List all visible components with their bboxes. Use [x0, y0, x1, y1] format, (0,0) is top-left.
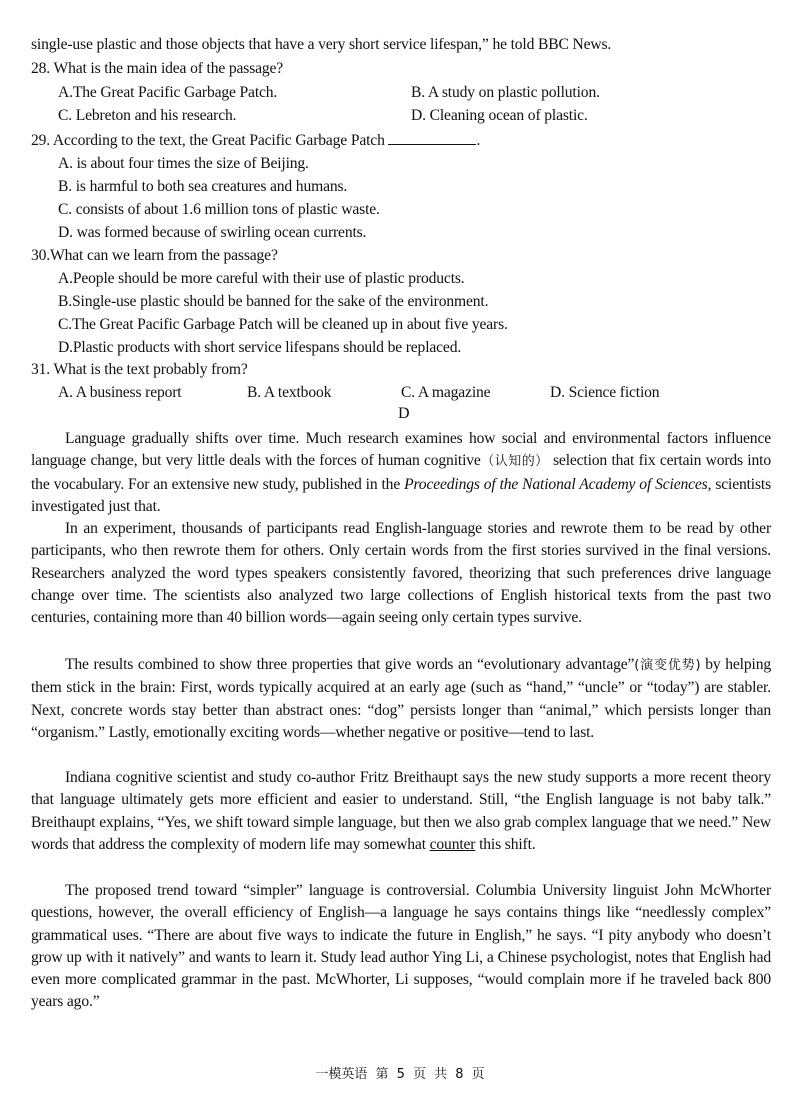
- q28-option-b: B. A study on plastic pollution.: [411, 84, 600, 101]
- p1-text-a: Language gradually shifts over time. Much research examines how social and environmental factors influence language change, but very little deals with the forces of human cognitive: [31, 430, 771, 470]
- passage-d-paragraph-4: [31, 767, 771, 856]
- q29-option-b: B. is harmful to both sea creatures and humans.: [58, 178, 348, 195]
- q31-option-c: C. A magazine: [401, 384, 491, 401]
- p3-text-a: The results combined to show three properties that give words an “evolutionary advantage”: [65, 656, 635, 673]
- p1-text-b: selection that fix certain words into the vocabulary. For an extensive new study, published in the: [31, 452, 771, 493]
- journal-title: Proceedings of the National Academy of Sciences: [404, 475, 708, 493]
- q28-option-a: A.The Great Pacific Garbage Patch.: [58, 84, 278, 101]
- passage-c-last-line: single-use plastic and those objects that have a very short service lifespan,” he told BBC News.: [31, 36, 612, 53]
- passage-d-paragraph-3: [31, 654, 771, 744]
- q29-option-d: D. was formed because of swirling ocean currents.: [58, 224, 367, 241]
- q29-stem-text: 29. According to the text, the Great Pacific Garbage Patch: [31, 132, 385, 149]
- page-footer: 一模英语 第 5 页 共 8 页: [315, 1067, 485, 1082]
- p4-text-a: Indiana cognitive scientist and study co-author Fritz Breithaupt says the new study supports a more recent theory that language ultimately gets more efficient and easier to understand. Still, “the English language is not baby talk.” Breithaupt explains, “Yes, we shift toward simple language, but then we also grab complex language that we need.” New words that address the complexity of modern life may somewhat: [31, 769, 771, 853]
- question-28-stem: 28. What is the main idea of the passage?: [31, 60, 284, 77]
- q28-option-d: D. Cleaning ocean of plastic.: [411, 107, 588, 124]
- q31-option-a: A. A business report: [58, 384, 182, 401]
- underlined-word: counter: [429, 835, 476, 853]
- p1-chinese-gloss: （认知的）: [480, 454, 549, 470]
- q30-option-b: B.Single-use plastic should be banned for the sake of the environment.: [58, 293, 489, 310]
- q30-option-c: C.The Great Pacific Garbage Patch will be cleaned up in about five years.: [58, 316, 508, 333]
- q30-option-d: D.Plastic products with short service lifespans should be replaced.: [58, 339, 462, 356]
- passage-d-paragraph-1: [31, 428, 771, 518]
- q31-option-b: B. A textbook: [247, 384, 332, 401]
- q31-option-d: D. Science fiction: [550, 384, 660, 401]
- answer-blank: [388, 132, 476, 145]
- q29-option-c: C. consists of about 1.6 million tons of plastic waste.: [58, 201, 380, 218]
- passage-d-paragraph-5: The proposed trend toward “simpler” language is controversial. Columbia University linguist John McWhorter questions, however, the overall efficiency of English—a language he says contains things like “needlessly complex” grammatical uses. “There are about five ways to indicate the future in English,” he says. “I pity anybody who doesn’t grow up with it natively” and wants to learn it. Study lead author Ying Li, a Chinese psychologist, notes that English had even more complicated grammar in the past. McWhorter, Li supposes, “would complain more if he traveled back 800 years ago.”: [31, 882, 771, 1011]
- p1-text-c: , scientists investigated just that.: [31, 475, 771, 515]
- p3-text-b: by helping them stick in the brain: First, words typically acquired at an early age (such as “hand,” “uncle” or “today”) are stabler. Next, concrete words stay better than abstract ones: “dog” persists longer than “animal,” which persists longer than “organism.” Lastly, emotionally exciting words—whether negative or positive—tend to last.: [31, 656, 771, 741]
- question-31-stem: 31. What is the text probably from?: [31, 361, 248, 378]
- q30-option-a: A.People should be more careful with their use of plastic products.: [58, 270, 465, 287]
- p3-chinese-gloss: (演变优势): [634, 658, 701, 673]
- question-29-stem: [31, 131, 480, 151]
- q28-option-c: C. Lebreton and his research.: [58, 107, 237, 124]
- q29-stem-end: .: [476, 132, 481, 149]
- q29-option-a: A. is about four times the size of Beijing.: [58, 155, 309, 172]
- section-letter: D: [398, 405, 410, 422]
- passage-d-paragraph-2: In an experiment, thousands of participants read English-language stories and rewrote them to be read by other participants, who then rewrote them for others. Only certain words from the first stories survived in the final versions. Researchers analyzed the word types speakers consistently favored, theorizing that such preferences drive language change over time. The scientists also analyzed two large collections of English historical texts from the past two centuries, containing more than 40 billion words—again seeing only certain types survive.: [31, 520, 771, 627]
- p4-text-b: this shift.: [475, 835, 536, 853]
- question-30-stem: 30.What can we learn from the passage?: [31, 247, 278, 264]
